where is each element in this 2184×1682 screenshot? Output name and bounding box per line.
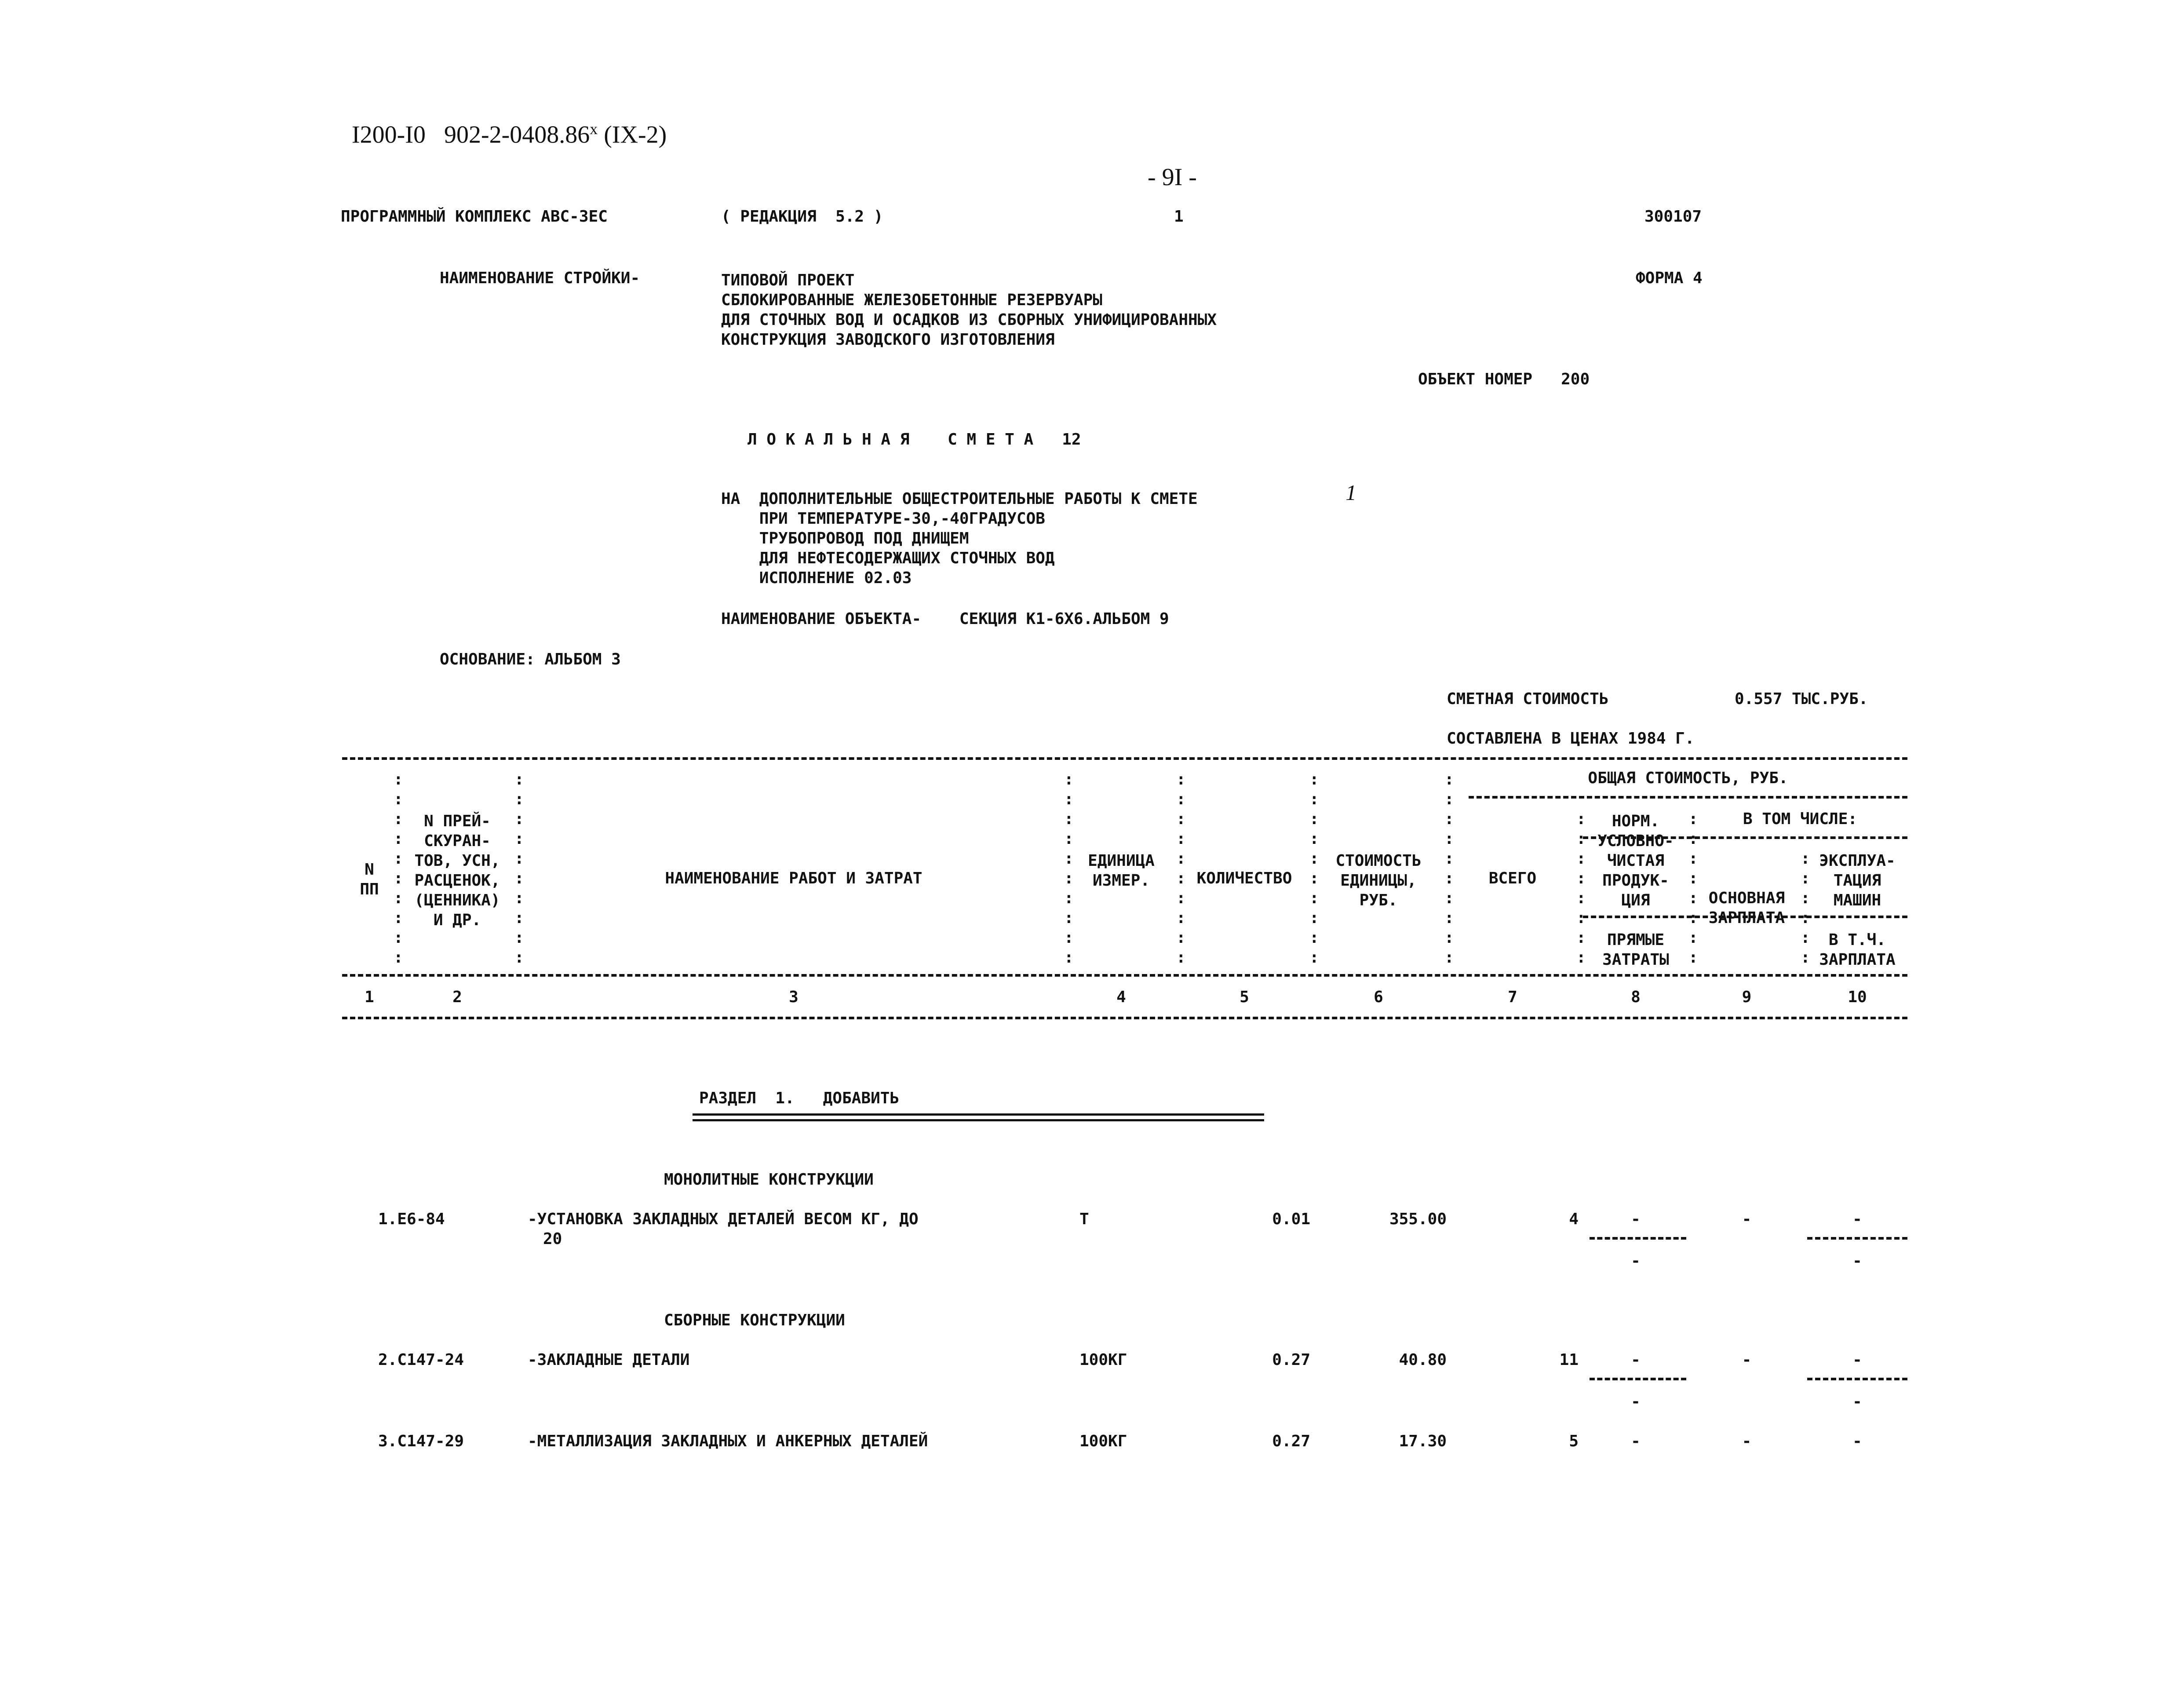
cost-value: 0.557 ТЫС.РУБ. [1735, 690, 1868, 708]
column-number: 6 [1374, 988, 1383, 1006]
row-direct-costs: - [1631, 1393, 1641, 1411]
column-number: 10 [1848, 988, 1867, 1006]
table-top-rule [342, 757, 1907, 760]
column-number: 5 [1240, 988, 1249, 1006]
row-quantity: 0.27 [1272, 1432, 1310, 1450]
column-separator: : : : : : : : : [1576, 810, 1586, 967]
row-unit: 100КГ [1079, 1351, 1127, 1369]
row-code: 2.С147-24 [378, 1351, 464, 1369]
row-base-salary: - [1742, 1432, 1752, 1450]
column-number: 3 [789, 988, 798, 1006]
row-unit-cost: 17.30 [1399, 1432, 1447, 1450]
column-separator: : : : : : : : : : : [1309, 770, 1319, 967]
column-separator: : : : : : : : : : : [1444, 770, 1454, 967]
row-net-production: - [1631, 1351, 1641, 1369]
construction-label: НАИМЕНОВАНИЕ СТРОЙКИ- [440, 269, 640, 287]
row-name-continued: 20 [543, 1230, 562, 1248]
total-cost-header: ОБЩАЯ СТОИМОСТЬ, РУБ. [1588, 769, 1788, 787]
row-name: -ЗАКЛАДНЫЕ ДЕТАЛИ [528, 1351, 690, 1369]
estimate-title: Л О К А Л Ь Н А Я С М Е Т А 12 [747, 431, 1081, 449]
construction-line: ДЛЯ СТОЧНЫХ ВОД И ОСАДКОВ ИЗ СБОРНЫХ УНИФИЦИРОВАННЫХ [721, 311, 1217, 329]
construction-line: СБЛОКИРОВАННЫЕ ЖЕЛЕЗОБЕТОННЫЕ РЕЗЕРВУАРЫ [721, 291, 1102, 309]
row-total: 4 [1569, 1210, 1579, 1228]
including-header: В ТОМ ЧИСЛЕ: [1743, 810, 1858, 828]
construction-line: ТИПОВОЙ ПРОЕКТ [721, 271, 855, 289]
object-number: ОБЪЕКТ НОМЕР 200 [1418, 370, 1590, 388]
object-name: НАИМЕНОВАНИЕ ОБЪЕКТА- СЕКЦИЯ К1-6Х6.АЛЬБОМ 9 [721, 610, 1169, 628]
row-name: -УСТАНОВКА ЗАКЛАДНЫХ ДЕТАЛЕЙ ВЕСОМ КГ, ДО [528, 1210, 919, 1228]
column-number: 2 [452, 988, 462, 1006]
row-unit: 100КГ [1079, 1432, 1127, 1450]
column-number: 9 [1742, 988, 1752, 1006]
row-quantity: 0.01 [1272, 1210, 1310, 1228]
col-header-unit-cost: СТОИМОСТЬ ЕДИНИЦЫ, РУБ. [1335, 852, 1422, 909]
numbers-bottom-rule [342, 1017, 1907, 1019]
group-title: СБОРНЫЕ КОНСТРУКЦИИ [664, 1311, 845, 1329]
cost-label: СМЕТНАЯ СТОИМОСТЬ [1447, 690, 1609, 708]
column-separator: : : : : : : [1801, 850, 1810, 967]
basis: ОСНОВАНИЕ: АЛЬБОМ 3 [440, 650, 621, 668]
row-subtotal-rule [1590, 1237, 1686, 1240]
row-base-salary: - [1742, 1210, 1752, 1228]
col-header-code: N ПРЕЙ- СКУРАН- ТОВ, УСН, РАСЦЕНОК, (ЦЕННИКА) И ДР. [414, 812, 500, 929]
construction-name [721, 270, 1217, 350]
row-unit: Т [1079, 1210, 1089, 1228]
document-code: I200-I0 902-2-0408.86$^x$ (IX-2) [352, 120, 667, 149]
purpose-line: ДЛЯ НЕФТЕСОДЕРЖАЩИХ СТОЧНЫХ ВОД [721, 549, 1055, 567]
row-net-production: - [1631, 1432, 1641, 1450]
row-unit-cost: 355.00 [1389, 1210, 1447, 1228]
section-underline [693, 1113, 1264, 1121]
row-base-salary: - [1742, 1351, 1752, 1369]
column-separator: : : : : : : : : [1688, 810, 1698, 967]
header-bottom-rule [342, 974, 1907, 977]
column-separator: : : : : : : : : : : [394, 770, 403, 967]
group-title: МОНОЛИТНЫЕ КОНСТРУКЦИИ [664, 1171, 874, 1189]
col-header-incl-salary: В Т.Ч. ЗАРПЛАТА [1819, 931, 1896, 969]
row-net-production: - [1631, 1210, 1641, 1228]
purpose-line: ИСПОЛНЕНИЕ 02.03 [721, 569, 912, 587]
row-code: 1.Е6-84 [378, 1210, 445, 1228]
estimate-reference: 1 [1345, 480, 1356, 505]
row-machines: - [1852, 1351, 1862, 1369]
row-unit-cost: 40.80 [1399, 1351, 1447, 1369]
total-cost-rule [1469, 796, 1907, 799]
col-header-machines: ЭКСПЛУА- ТАЦИЯ МАШИН [1819, 852, 1896, 909]
column-separator: : : : : : : : : : : [1176, 770, 1186, 967]
estimate-purpose [721, 489, 1198, 588]
column-number: 1 [365, 988, 374, 1006]
row-machines: - [1852, 1210, 1862, 1228]
col-header-base-salary: ОСНОВНАЯ ЗАРПЛАТА [1708, 889, 1785, 927]
row-subtotal-rule [1590, 1378, 1686, 1380]
col-header-unit: ЕДИНИЦА ИЗМЕР. [1088, 852, 1155, 890]
row-incl-salary: - [1852, 1252, 1862, 1270]
sheet-number: 1 [1174, 208, 1184, 226]
col-header-direct-costs: ПРЯМЫЕ ЗАТРАТЫ [1602, 931, 1669, 969]
page-number: - 9I - [1148, 164, 1197, 191]
purpose-line: ТРУБОПРОВОД ПОД ДНИЩЕМ [721, 529, 969, 547]
row-subtotal-rule [1807, 1378, 1907, 1380]
row-direct-costs: - [1631, 1252, 1641, 1270]
col-header-name: НАИМЕНОВАНИЕ РАБОТ И ЗАТРАТ [665, 869, 922, 887]
purpose-line: ПРИ ТЕМПЕРАТУРЕ-30,-40ГРАДУСОВ [721, 510, 1045, 528]
column-separator: : : : : : : : : : : [1064, 770, 1074, 967]
document-number: 300107 [1644, 208, 1702, 226]
construction-line: КОНСТРУКЦИЯ ЗАВОДСКОГО ИЗГОТОВЛЕНИЯ [721, 331, 1055, 349]
row-machines: - [1852, 1432, 1862, 1450]
col-header-net-production: НОРМ. УСЛОВНО- ЧИСТАЯ ПРОДУК- ЦИЯ [1597, 812, 1674, 909]
section-title: РАЗДЕЛ 1. ДОБАВИТЬ [699, 1089, 900, 1107]
column-separator: : : : : : : : : : : [514, 770, 524, 967]
form-label: ФОРМА 4 [1636, 269, 1703, 287]
price-basis: СОСТАВЛЕНА В ЦЕНАХ 1984 Г. [1447, 730, 1695, 748]
program-name: ПРОГРАММНЫЙ КОМПЛЕКС АВС-3ЕС [341, 208, 608, 226]
row-incl-salary: - [1852, 1393, 1862, 1411]
column-number: 8 [1631, 988, 1641, 1006]
row-code: 3.С147-29 [378, 1432, 464, 1450]
row-total: 11 [1559, 1351, 1579, 1369]
column-number: 7 [1508, 988, 1517, 1006]
col-header-total: ВСЕГО [1488, 869, 1537, 887]
row-name: -МЕТАЛЛИЗАЦИЯ ЗАКЛАДНЫХ И АНКЕРНЫХ ДЕТАЛЕЙ [528, 1432, 928, 1450]
row-quantity: 0.27 [1272, 1351, 1310, 1369]
col-header-number: N ПП [360, 861, 379, 898]
column-number: 4 [1116, 988, 1126, 1006]
row-total: 5 [1569, 1432, 1579, 1450]
purpose-line: НА ДОПОЛНИТЕЛЬНЫЕ ОБЩЕСТРОИТЕЛЬНЫЕ РАБОТЫ К СМЕТЕ [721, 490, 1198, 508]
col-header-quantity: КОЛИЧЕСТВО [1196, 869, 1292, 887]
row-subtotal-rule [1807, 1237, 1907, 1240]
program-version: ( РЕДАКЦИЯ 5.2 ) [721, 208, 883, 226]
